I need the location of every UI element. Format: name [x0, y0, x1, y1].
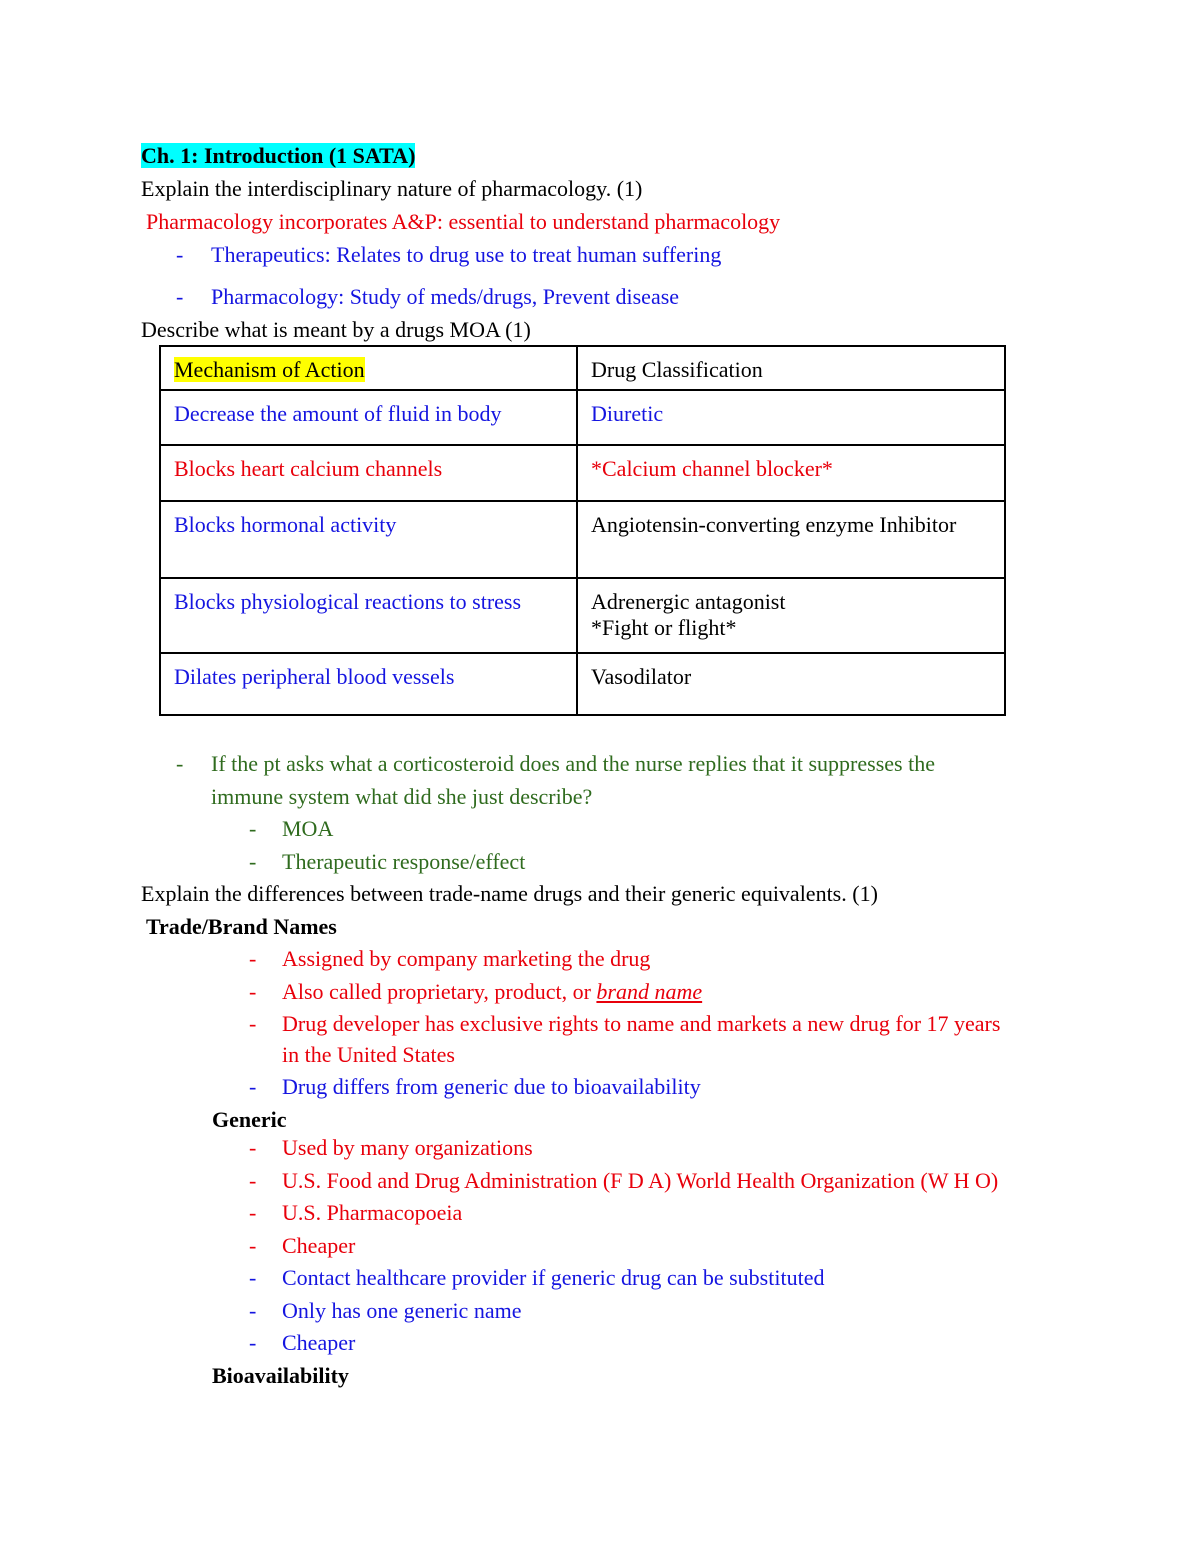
moa-table: [159, 345, 1006, 716]
chapter-heading: Ch. 1: Introduction (1 SATA): [141, 143, 416, 168]
list-bullet: -: [249, 1074, 257, 1099]
table-row: [160, 653, 1005, 715]
question-1: Explain the interdisciplinary nature of pharmacology. (1): [141, 176, 643, 201]
table-header-cell: Drug Classification: [577, 346, 1005, 390]
list-bullet: -: [249, 849, 257, 874]
question-2: Describe what is meant by a drugs MOA (1): [141, 317, 531, 342]
list-item: Therapeutic response/effect: [282, 849, 526, 874]
table-row: [160, 578, 1005, 653]
list-bullet: -: [249, 816, 257, 841]
list-item: U.S. Pharmacopoeia: [282, 1200, 463, 1225]
subheading-trade: Trade/Brand Names: [146, 914, 337, 939]
list-bullet: -: [249, 1298, 257, 1323]
scenario-line: If the pt asks what a corticosteroid does and the nurse replies that it suppresses the: [211, 751, 935, 776]
list-item: Contact healthcare provider if generic drug can be substituted: [282, 1265, 825, 1290]
list-item: Also called proprietary, product, or brand name: [282, 979, 703, 1004]
list-item: Only has one generic name: [282, 1298, 522, 1323]
list-item: Used by many organizations: [282, 1135, 533, 1160]
list-bullet: -: [249, 1330, 257, 1355]
list-bullet: -: [249, 1233, 257, 1258]
subheading-bioavailability: Bioavailability: [212, 1363, 349, 1388]
list-item: U.S. Food and Drug Administration (F D A) World Health Organization (W H O): [282, 1168, 999, 1193]
table-cell: Decrease the amount of fluid in body: [160, 390, 577, 445]
list-bullet: -: [249, 946, 257, 971]
list-bullet: -: [249, 1135, 257, 1160]
table-cell: Diuretic: [577, 390, 1005, 445]
subheading-generic: Generic: [212, 1107, 287, 1132]
list-bullet: -: [249, 1011, 257, 1036]
question-3: Explain the differences between trade-name drugs and their generic equivalents. (1): [141, 881, 878, 906]
table-cell: Adrenergic antagonist *Fight or flight*: [577, 578, 1005, 653]
list-bullet: -: [249, 1168, 257, 1193]
table-row: [160, 501, 1005, 578]
table-row: [160, 346, 1005, 390]
list-item: MOA: [282, 816, 334, 841]
list-bullet: -: [176, 751, 184, 776]
table-cell: Vasodilator: [577, 653, 1005, 715]
list-item: Drug developer has exclusive rights to name and markets a new drug for 17 years: [282, 1011, 1001, 1036]
table-row: [160, 445, 1005, 501]
list-item: Pharmacology: Study of meds/drugs, Prevent disease: [211, 284, 680, 309]
list-item: Cheaper: [282, 1233, 356, 1258]
list-bullet: -: [249, 1265, 257, 1290]
list-bullet: -: [176, 242, 184, 267]
answer-1: Pharmacology incorporates A&P: essential to understand pharmacology: [146, 209, 781, 234]
scenario-line: immune system what did she just describe?: [211, 784, 593, 809]
list-item: Cheaper: [282, 1330, 356, 1355]
list-bullet: -: [249, 979, 257, 1004]
table-cell: Blocks physiological reactions to stress: [160, 578, 577, 653]
list-bullet: -: [176, 284, 184, 309]
table-row: [160, 390, 1005, 445]
list-item: Assigned by company marketing the drug: [282, 946, 651, 971]
table-cell: *Calcium channel blocker*: [577, 445, 1005, 501]
table-header-cell: Mechanism of Action: [160, 346, 577, 390]
table-cell: Blocks heart calcium channels: [160, 445, 577, 501]
table-cell: Angiotensin-converting enzyme Inhibitor: [577, 501, 1005, 578]
table-cell: Dilates peripheral blood vessels: [160, 653, 577, 715]
table-cell: Blocks hormonal activity: [160, 501, 577, 578]
list-item: in the United States: [282, 1042, 455, 1067]
list-item: Therapeutics: Relates to drug use to treat human suffering: [211, 242, 722, 267]
list-item: Drug differs from generic due to bioavailability: [282, 1074, 701, 1099]
list-bullet: -: [249, 1200, 257, 1225]
